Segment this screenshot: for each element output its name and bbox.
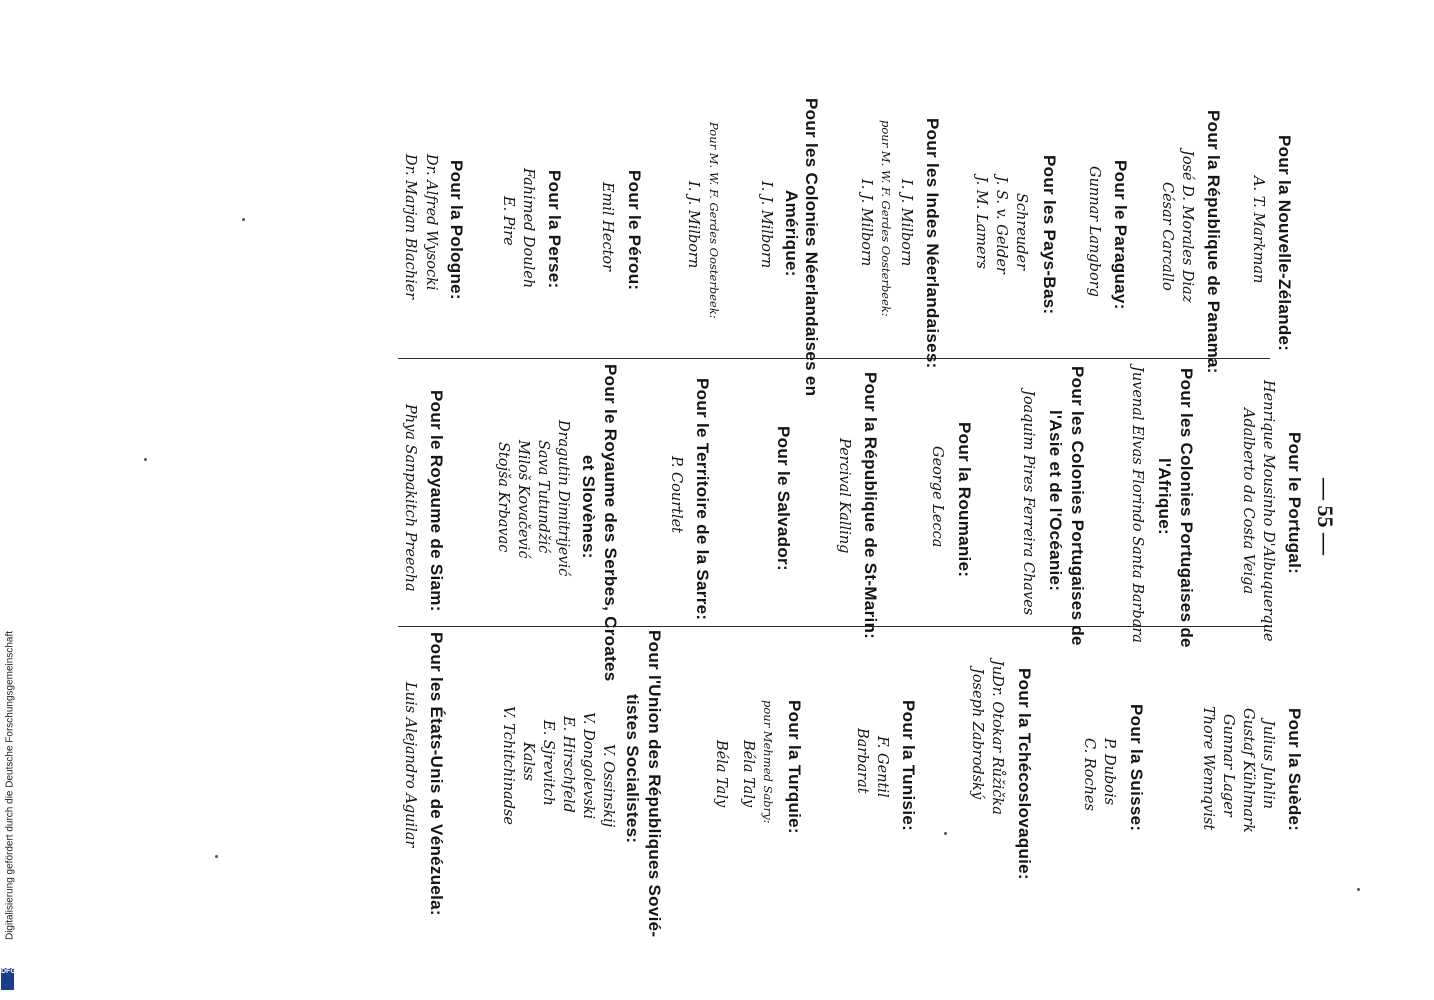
heading-pays-bas: Pour les Pays-Bas:: [1040, 155, 1059, 315]
signatory-name: Miloš Kovačević: [515, 440, 531, 559]
signatory-name: Phya Sanpakitch Preecha: [402, 404, 418, 592]
signatory-name: I. J. Milborn: [858, 179, 874, 267]
heading-nouvelle-zelande: Pour la Nouvelle-Zélande:: [1275, 135, 1294, 352]
signatory-name: A. T. Markman: [1250, 176, 1266, 284]
signatory-name: José D. Morales Diaz: [1179, 150, 1195, 303]
signatory-name: Béla Taly: [740, 740, 756, 808]
signatory-name: Adalberto da Costa Veiga: [1240, 408, 1256, 595]
signatory-name: F. Gentil: [874, 736, 890, 798]
heading-perou: Pour le Pérou:: [625, 170, 644, 291]
scan-speck: [144, 458, 147, 461]
page-number: — 55 —: [1313, 478, 1338, 555]
signatory-name: Gunnar Lager: [1220, 714, 1236, 817]
heading-portugal: Pour le Portugal:: [1285, 432, 1304, 575]
heading-continuation: l'Afrique:: [1155, 458, 1174, 535]
heading-continuation: et Slovènes:: [579, 455, 598, 559]
signatory-name: P. Dubois: [1101, 738, 1117, 806]
scan-speck: [944, 832, 947, 835]
heading-tchecoslovaquie: Pour la Tchécoslovaquie:: [1015, 668, 1034, 880]
heading-suisse: Pour la Suisse:: [1127, 704, 1146, 832]
signatory-name: E. Pire: [500, 196, 516, 246]
signatory-name: Joaquim Pires Ferreira Chaves: [1020, 390, 1036, 616]
heading-venezuela: Pour les États-Unis de Vénézuela:: [427, 632, 446, 916]
signatory-name: Dr. Alfred Wysocki: [423, 154, 439, 291]
signatory-name: I. J. Milborn: [758, 181, 774, 269]
heading-union-sovietique: Pour l'Union des Républiques Sovié-: [645, 630, 664, 938]
heading-suede: Pour la Suède:: [1285, 708, 1304, 832]
heading-perse: Pour la Perse:: [545, 170, 564, 289]
signatory-name: Fahimed Douleh: [520, 168, 536, 289]
signatory-name: Stojša Krbavac: [495, 442, 511, 553]
heading-paraguay: Pour le Paraguay:: [1111, 160, 1130, 310]
signatory-name: Juvenal Elvas Florindo Santa Barbara: [1129, 366, 1145, 643]
scan-speck: [1357, 888, 1360, 891]
heading-continuation: tistes Socialistes:: [623, 694, 642, 844]
signatory-name: J. S. v. Gelder: [993, 176, 1009, 274]
signatory-name: I. J. Milborn: [685, 181, 701, 269]
signatory-name: E. Hirschfeld: [560, 716, 576, 813]
signatory-name: Dr. Marjan Blachier: [402, 154, 418, 300]
signatory-note: Pour M. W. F. Gerdes Oosterbeek:: [707, 122, 721, 319]
signatory-name: V. Ossinskij: [600, 744, 616, 828]
signatory-name: Gustaf Kühlmark: [1240, 708, 1256, 833]
heading-tunisie: Pour la Tunisie:: [899, 700, 918, 832]
digitization-note: Digitalisierung gefördert durch die Deutsche Forschungsgemeinschaft: [4, 630, 16, 941]
signatory-name: P. Courtlet: [668, 456, 684, 534]
signatory-name: Joseph Zabrodský: [969, 668, 985, 800]
signatory-name: V. Tchitchinadse: [500, 706, 516, 826]
signatory-name: I. J. Milborn: [898, 179, 914, 267]
signatory-name: J. M. Lamers: [973, 176, 989, 269]
signatory-name: Schreuder: [1013, 193, 1029, 271]
signatory-name: George Lecca: [929, 446, 945, 548]
heading-panama: Pour la République de Panama:: [1204, 110, 1223, 374]
signatory-name: Béla Taly: [713, 740, 729, 808]
heading-salvador: Pour le Salvador:: [774, 426, 793, 571]
heading-continuation: Amérique:: [782, 190, 801, 277]
scan-speck: [242, 218, 245, 221]
dfg-logo: DFG: [1, 968, 14, 990]
signatory-name: V. Dongolevski: [580, 712, 596, 820]
signatory-name: JuDr. Otokar Růžička: [989, 660, 1005, 815]
signatory-note: pour M. W. F. Gerdes Oosterbeek:: [879, 120, 893, 317]
heading-territoire-sarre: Pour le Territoire de la Sarre:: [693, 378, 712, 621]
signatory-name: Thore Wennqvist: [1200, 706, 1216, 831]
signatory-name: Emil Hector: [599, 182, 615, 272]
heading-saint-marin: Pour la République de St-Marin:: [861, 372, 880, 640]
heading-roumanie: Pour la Roumanie:: [955, 422, 974, 578]
signatory-name: Kalss: [520, 742, 536, 781]
signatory-name: Henrique Mousinho D'Albuquerque: [1260, 380, 1276, 642]
signatory-name: Dragutin Dimitrijević: [555, 420, 571, 577]
heading-colonies-portugaises-afrique: Pour les Colonies Portugaises de: [1177, 368, 1196, 648]
signatory-name: Julius Juhlin: [1260, 720, 1276, 809]
signatory-name: E. Sjrevitch: [540, 720, 556, 806]
heading-siam: Pour le Royaume de Siam:: [427, 390, 446, 612]
heading-continuation: l'Asie et de l'Océanie:: [1046, 410, 1065, 592]
signatory-name: Barbarat: [854, 728, 870, 794]
signatory-name: Gunnar Langborg: [1086, 166, 1102, 297]
heading-turquie: Pour la Turquie:: [785, 700, 804, 834]
signatory-name: Percival Kalling: [836, 438, 852, 554]
signatory-name: César Carcallo: [1159, 182, 1175, 291]
heading-pologne: Pour la Pologne:: [447, 160, 466, 300]
signatory-name: C. Roches: [1081, 738, 1097, 811]
heading-indes-neerlandaises: Pour les Indes Néerlandaises:: [923, 118, 942, 369]
scan-speck: [215, 855, 218, 858]
signatory-name: Luis Alejandro Aguilar: [402, 682, 418, 848]
signatory-note: pour Mehmed Sabry:: [761, 700, 775, 824]
signatory-name: Sava Tutundžić: [535, 440, 551, 554]
column-divider: [398, 358, 1270, 359]
heading-colonies-neerlandaises-amerique: Pour les Colonies Néerlandaises en: [802, 98, 821, 397]
heading-serbes-croates-slovenes: Pour le Royaume des Serbes, Croates: [601, 364, 620, 682]
heading-colonies-portugaises-asie: Pour les Colonies Portugaises de: [1068, 366, 1087, 646]
